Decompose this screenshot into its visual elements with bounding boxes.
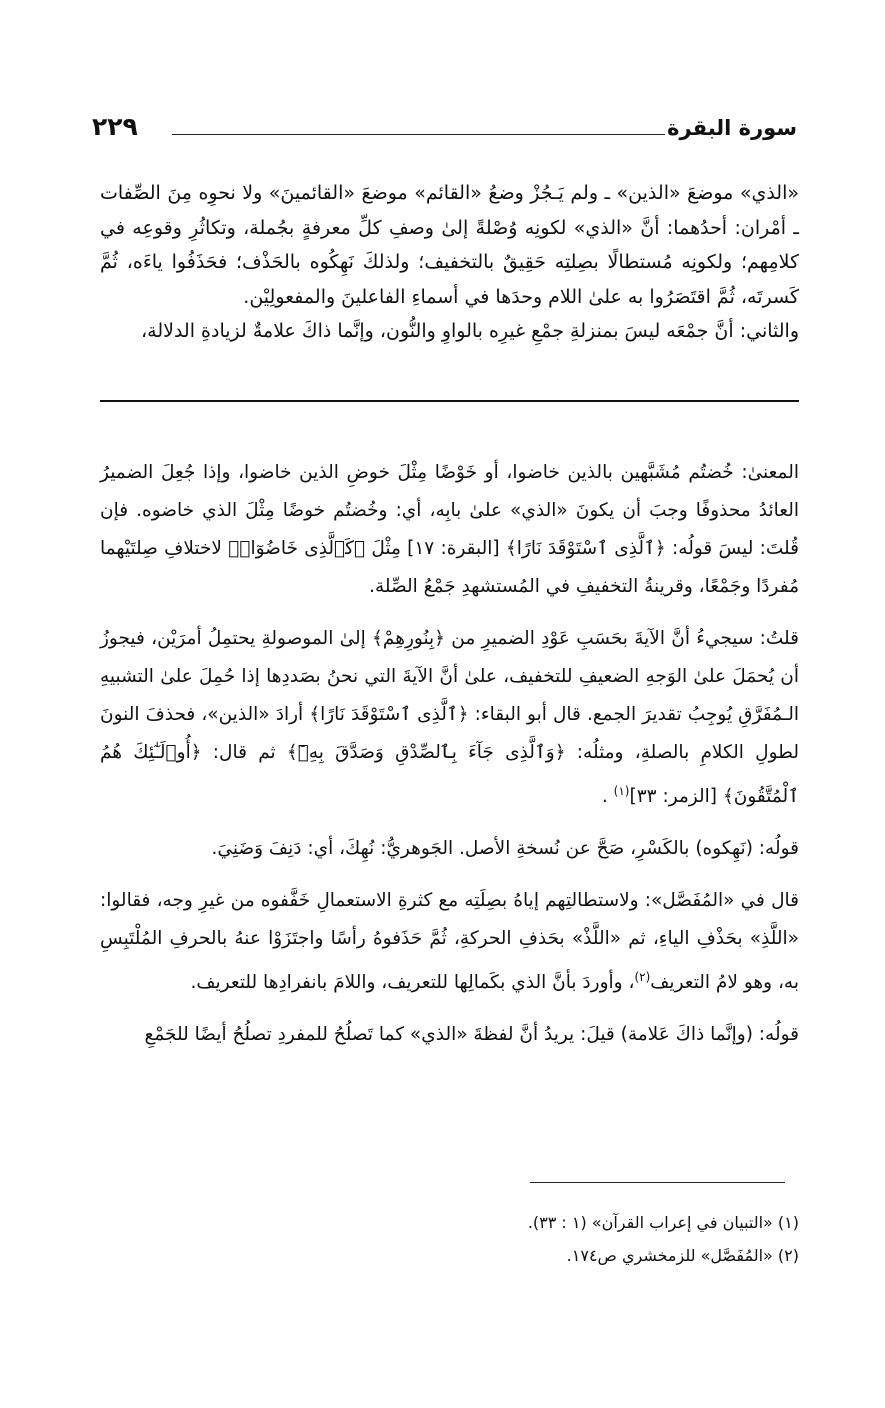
running-header [92, 112, 797, 152]
page-number: ٢٢٩ [92, 112, 138, 141]
commentary-text: المعنىٰ: خُضتُم مُشَبَّهين بالذين خاضوا، أو خَوْضًا مِثْلَ خوضِ الذين خاضوا، وإذا جُعِلَ الضميرُ العائدُ محذوفًا وجبَ أن يكونَ «الذي» علىٰ بابِه، أي: وخُضتُم خوضًا مِثْلَ الذي خاضوه. فإن قُلتَ: ليسَ قولُه: ﴿ٱلَّذِى ٱسْتَوْقَدَ نَارًا﴾ [البقرة: ١٧] مِثْلَ ﴿كَٱلَّذِى خَاضُوٓا۟﴾ لاختلافِ صِلتَيْهما مُفردًا وجَمْعًا، وقرينةُ التخفيفِ في المُستشهدِ جَمْعُ الصِّلة. [100, 462, 799, 597]
main-paragraph-1: «الذي» موضعَ «الذين» ـ ولم يَـجُزْ وضعُ «القائم» موضعَ «القائمينَ» ولا نحوِه مِنَ الصِّفات ـ أمْران: أحدُهما: أنَّ «الذي» لكونِه وُصْلةً إلىٰ وصفِ كلِّ معرفةٍ بجُملة، وتكاثُرِ وقوعِه في كلامِهم؛ ولكونِه مُستطالًا بصِلتِه حَقِيقٌ بالتخفيف؛ ولذلكَ نَهِكُوه بالحَذْف؛ فحَذَفُوا ياءَه، ثُمَّ كَسرتَه، ثُمَّ اقتَصَرُوا به علىٰ اللام وحدَها في أسماءِ الفاعلينَ والمفعولِيْن. [100, 182, 799, 308]
commentary-paragraph-1 [100, 454, 799, 606]
commentary-text-end: ، وأوردَ بأنَّ الذي بكَمالِها للتعريف، واللامَ بانفرادِها للتعريف. [190, 972, 635, 994]
commentary-paragraph-4 [100, 882, 799, 1002]
footnote-2: (٢) «المُفَصَّل» للزمخشري ص١٧٤. [566, 1246, 799, 1265]
footnotes [300, 1206, 799, 1272]
surah-title: سورة البقرة [667, 116, 797, 140]
footnote-marker-2[interactable]: (٢) [634, 970, 651, 985]
commentary-text: قلتُ: سيجيءُ أنَّ الآيةَ بحَسَبِ عَوْدِ الضميرِ من ﴿بِنُورِهِمْ﴾ إلىٰ الموصولةِ يحتمِلُ أمرَيْن، فيجوزُ أن يُحمَلَ علىٰ الوَجهِ الضعيفِ للتخفيف، علىٰ أنَّ الآيةَ التي نحنُ بصَددِها إذا حُمِلَ علىٰ التشبيهِ الـمُفَرَّقِ يُوجِبُ تقديرَ الجمع. قال أبو البقاء: ﴿ٱلَّذِى ٱسْتَوْقَدَ نَارًا﴾ أرادَ «الذين»، فحذفَ النونَ لطولِ الكلامِ بالصلةِ، ومثلُه: ﴿وَٱلَّذِى جَآءَ بِٱلصِّدْقِ وَصَدَّقَ بِهِۦٓ﴾ ثم قال: ﴿أُو۟لَـٰٓئِكَ هُمُ ٱلْمُتَّقُونَ﴾ [الزمر: ٣٣] [100, 628, 799, 808]
main-text-block [100, 176, 799, 349]
commentary-text-end: . [601, 786, 614, 808]
footnote-1: (١) «التبيان في إعراب القرآن» (١ : ٣٣). [527, 1213, 799, 1232]
commentary-paragraph-5 [100, 1016, 799, 1054]
commentary-paragraph-2 [100, 620, 799, 816]
section-separator [100, 400, 799, 402]
commentary-text: قولُه: (وإنَّما ذاكَ عَلامة) قيلَ: يريدُ أنَّ لفظةَ «الذي» كما تَصلُحُ للمفردِ تصلُحُ أيضًا للجَمْعِ [144, 1024, 799, 1046]
commentary-block [100, 454, 799, 1054]
footnote-rule [530, 1182, 785, 1183]
commentary-text: قولُه: (نَهِكوه) بالكَسْرِ، صَحَّ عن نُسخةِ الأصل. الجَوهريُّ: نُهِكَ، أي: دَنِفَ وَضَنِيَ. [211, 838, 799, 860]
main-paragraph-2: والثاني: أنَّ جمْعَه ليسَ بمنزلةِ جمْعِ غيرِه بالواوِ والنُّون، وإنَّما ذاكَ علامةٌ لزيادةِ الدلالة، [141, 320, 799, 342]
commentary-paragraph-3 [100, 830, 799, 868]
commentary-text: قال في «المُفَصَّل»: ولاستطالتِهم إياهُ بصِلَتِه مع كثرةِ الاستعمالِ خَفَّفوه من غيرِ وجه، فقالوا: «اللَّذِ» بحَذْفِ الياءِ، ثم «اللَّذْ» بحَذفِ الحركةِ، ثُمَّ حَذَفوهُ رأسًا واجتَزَوْا عنهُ بالحرفِ المُلْتَبِسِ به، وهو لامُ التعريف [100, 890, 799, 994]
header-rule [172, 134, 665, 135]
footnote-marker-1[interactable]: (١) [613, 784, 630, 798]
